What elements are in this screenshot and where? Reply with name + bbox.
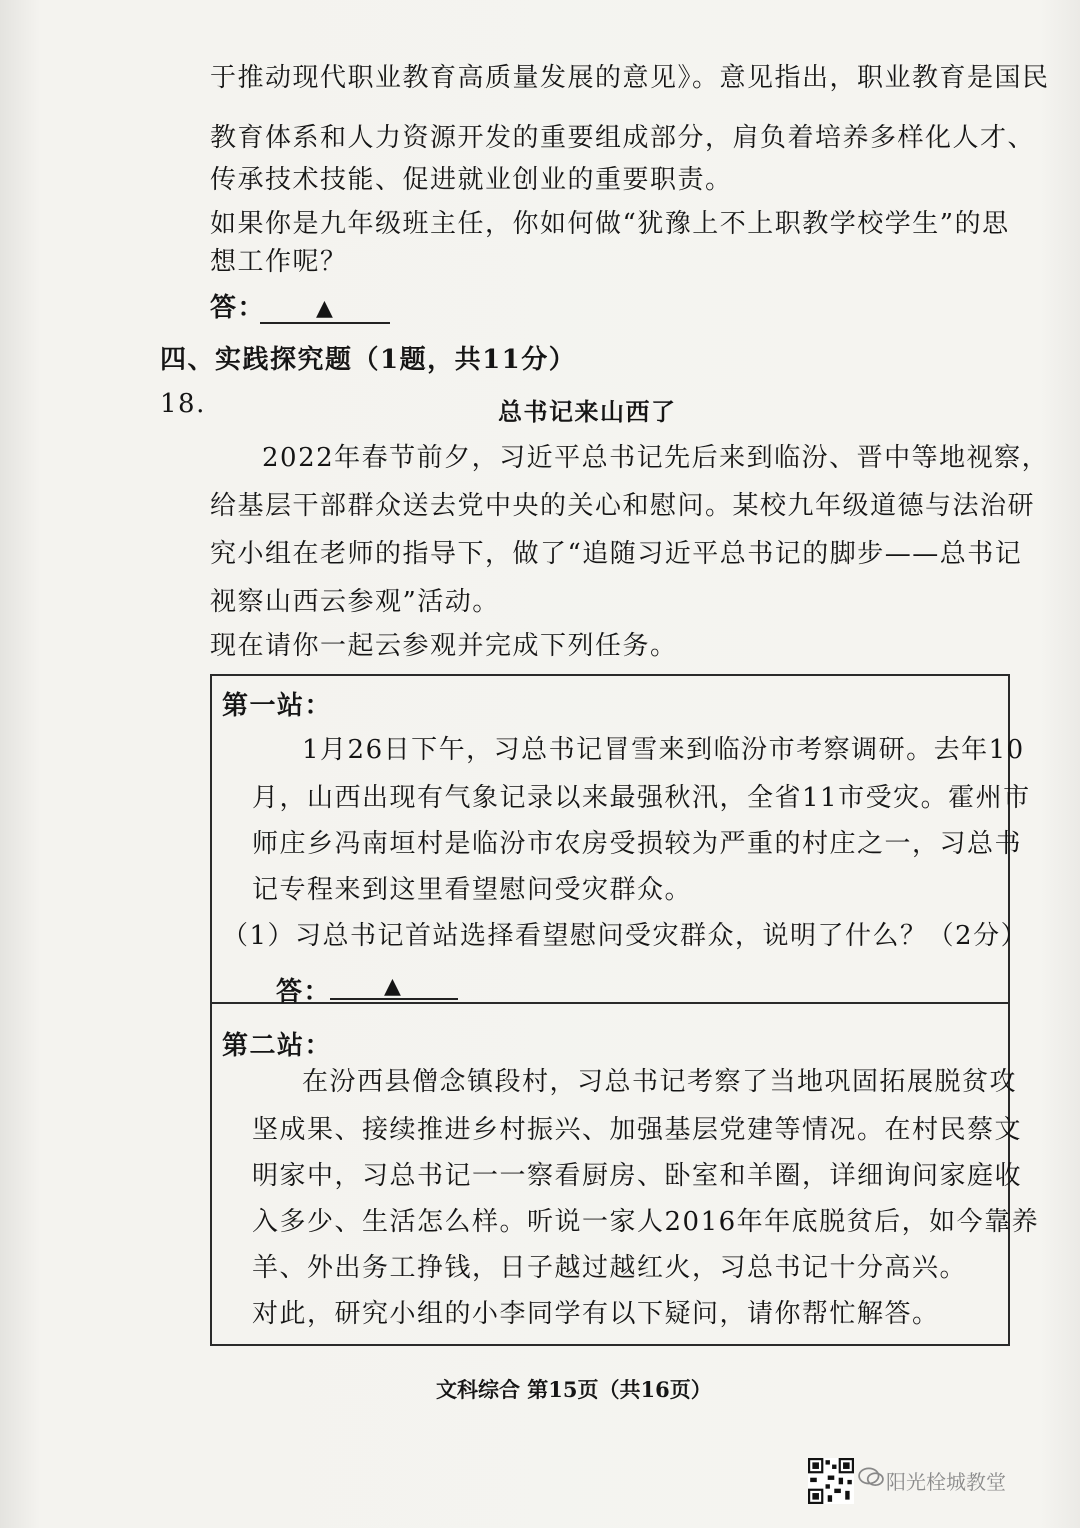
station-1-line-2: 月，山西出现有气象记录以来最强秋汛，全省11市受灾。霍州市 <box>252 783 1031 813</box>
station-1-line-1: 1月26日下午，习总书记冒雪来到临汾市考察调研。去年10 <box>302 735 1025 765</box>
intro-line-2: 教育体系和人力资源开发的重要组成部分，肩负着培养多样化人才、 <box>210 123 1036 153</box>
q18-para-line-3: 究小组在老师的指导下，做了“追随习近平总书记的脚步——总书记 <box>210 539 1023 569</box>
station-2-line-5: 羊、外出务工挣钱，日子越过越红火，习总书记十分高兴。 <box>252 1253 968 1283</box>
station-1-line-3: 师庄乡冯南垣村是临汾市农房受损较为严重的村庄之一，习总书 <box>252 829 1023 859</box>
answer-label: 答： <box>210 293 266 323</box>
section-heading: 四、实践探究题（1题，共11分） <box>160 345 577 375</box>
question-line-1: 如果你是九年级班主任，你如何做“犹豫上不上职教学校学生”的思 <box>210 209 1010 239</box>
station-2-label: 第二站： <box>222 1031 333 1061</box>
q18-para-line-1: 2022年春节前夕，习近平总书记先后来到临汾、晋中等地视察， <box>262 443 1050 473</box>
watermark-text: 阳光栓城教堂 <box>886 1470 1006 1494</box>
station-2-line-1: 在汾西县僧念镇段村，习总书记考察了当地巩固拓展脱贫攻 <box>302 1067 1018 1097</box>
station-1-label: 第一站： <box>222 691 333 721</box>
q18-para-line-4: 视察山西云参观”活动。 <box>210 587 500 617</box>
station-2-line-4: 入多少、生活怎么样。听说一家人2016年年底脱贫后，如今靠养 <box>252 1207 1040 1237</box>
page-footer: 文科综合 第15页（共16页） <box>436 1377 712 1402</box>
question-title: 总书记来山西了 <box>498 397 677 426</box>
q18-para-line-2: 给基层干部群众送去党中央的关心和慰问。某校九年级道德与法治研 <box>210 491 1036 521</box>
chat-bubble-icon <box>858 1466 884 1488</box>
answer-marker-icon: ▲ <box>316 296 333 321</box>
station-1-answer-label: 答： <box>276 977 332 1007</box>
q18-task: 现在请你一起云参观并完成下列任务。 <box>210 631 678 661</box>
station-2-line-2: 坚成果、接续推进乡村振兴、加强基层党建等情况。在村民蔡文 <box>252 1115 1023 1145</box>
station-1-answer-marker-icon: ▲ <box>384 974 401 999</box>
question-line-2: 想工作呢？ <box>210 247 348 277</box>
qr-code-icon <box>808 1458 854 1504</box>
station-2-line-6: 对此，研究小组的小李同学有以下疑问，请你帮忙解答。 <box>252 1299 940 1329</box>
intro-line-1: 于推动现代职业教育高质量发展的意见》。意见指出，职业教育是国民 <box>210 63 1050 93</box>
question-number: 18. <box>160 389 206 419</box>
intro-line-3: 传承技术技能、促进就业创业的重要职责。 <box>210 165 733 195</box>
station-1-line-4: 记专程来到这里看望慰问受灾群众。 <box>252 875 693 905</box>
station-2-line-3: 明家中，习总书记一一察看厨房、卧室和羊圈，详细询问家庭收 <box>252 1161 1023 1191</box>
answer-blank[interactable] <box>260 322 390 324</box>
station-1-question: （1）习总书记首站选择看望慰问受灾群众，说明了什么？（2分） <box>222 921 1029 951</box>
